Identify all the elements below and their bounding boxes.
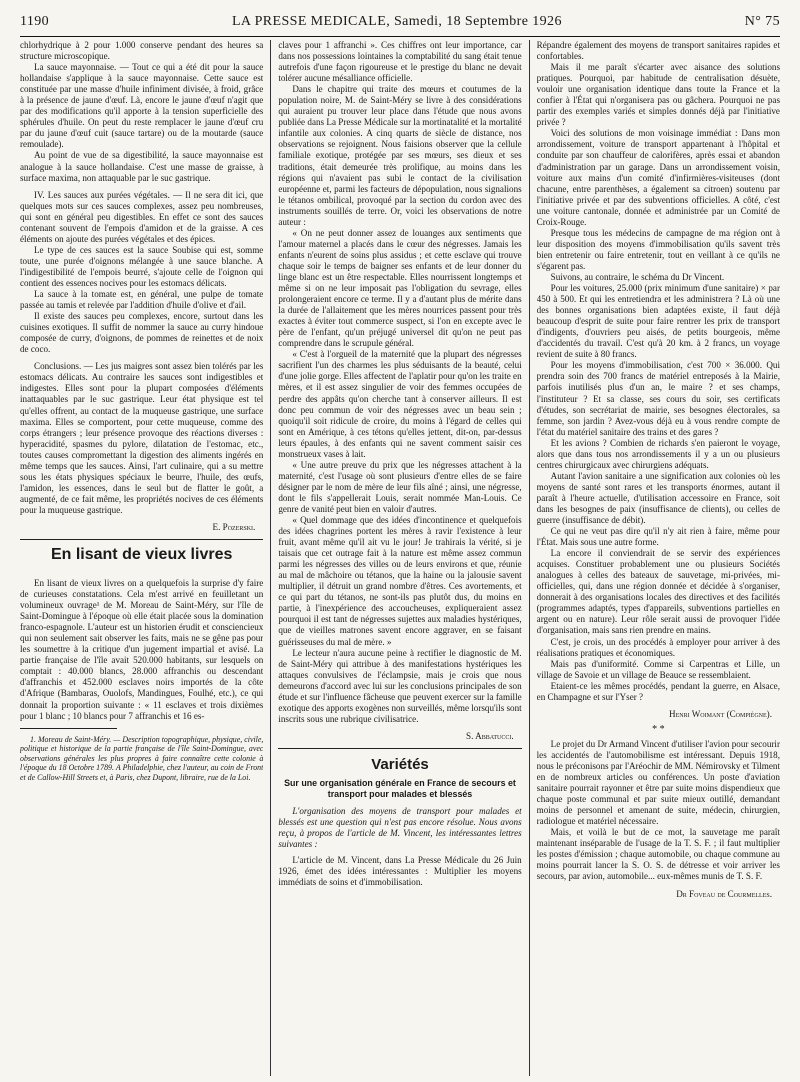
paragraph: La encore il conviendrait de se servir des expériences acquises. Constituer probablement une ou plusieurs Sociétés analogues à celles des bateaux de sauvetage, mi-privées, mi-officielles, qui, dans une région donnée et décidée à s'organiser, donnerait à des organisations locales des directives et des facilités (programmes adaptés, types d'appareils, subventions partielles en argent ou en nature). Leur rôle serait aussi de provoquer l'idée d'organisation, mais sans rien prendre en mains. bbox=[536, 548, 780, 636]
author-signature: Henri Woimant (Compiègne). bbox=[669, 708, 772, 719]
paragraph: Ce qui ne veut pas dire qu'il n'y ait rien à faire, même pour l'État. Mais sous une autre forme. bbox=[536, 526, 780, 548]
paragraph: « Quel dommage que des idées d'incontinence et quelquefois des idées chagrines portent les mères à ravir l'existence à leur fruit, avant même qu'il ait vu le jour! Je trahirais la vérité, si je taisais que cet outrage fait à la nature est même assez commun parmi les négresses des villes ou de leurs environs et que, réunie au mal de mâchoire ou tétanos, que la haine ou la jalousie savent multiplier, il détruit un grand nombre d'êtres. Ces avortements, et ce qui part du tétanos, ne sont-ils pas plutôt dus, du moins en partie, à l'inexpérience des accoucheuses, expliqueraient assez pourquoi il est tant de négresses sujettes aux maladies hystériques, que de vieilles matrones savent encore aggraver, en se faisant guérisseuses du mal de mère. » bbox=[278, 515, 522, 647]
paragraph: Le type de ces sauces est la sauce Soubise qui est, somme toute, une purée d'oignons mélangée à une sauce blanche. A l'indigestibilité de l'empois beurré, s'ajoute celle de l'oignon qui contient des essences nocives pour les estomacs délicats. bbox=[20, 244, 264, 288]
paragraph: Conclusions. — Les jus maigres sont assez bien tolérés par les estomacs délicats. Au contraire les sauces sont indigestibles et indigestes. Elles sont pour la plupart composées d'éléments inattaquables par le suc gastrique. Leur état physique est tel qu'elles offrent, au contact de la muqueuse gastrique, une surface maxima. Elles se comportent, pour cette muqueuse, comme des corps étrangers ; leur présence provoque des réactions diverses : hyperacidité, spasmes du pylore, dilatation de l'estomac, etc., toutes causes compromettant la digestion des aliments ingérés en même temps que les sauces. Ainsi, l'art culinaire, qui a su mettre sous les états physiques spéciaux le beurre, l'huile, des œufs, l'amidon, les essences, dans le seul but de flatter le goût, a augmenté, de ce fait même, les propriétés nocives de ces éléments pour la muqueuse gastrique. bbox=[20, 361, 264, 515]
paragraph: Pour les voitures, 25.000 (prix minimum d'une sanitaire) × par 450 à 500. Et qui les entretiendra et les administrera ? Là où une des bonnes organisations bien adaptées existe, il faut déjà beaucoup d'esprit de suite pour faire rentrer les prix de transport d'indigents, d'ouvriers peu aisés, de petits bourgeois, même d'accidentés du travail. C'est qu'à 20 km. à 2 francs, un voyage revient de suite à 80 francs. bbox=[536, 283, 780, 360]
paragraph: Au point de vue de sa digestibilité, la sauce mayonnaise est analogue à la sauce hollandaise. C'est une masse de graisse, à surface maxima, non attaquable par le suc gastrique. bbox=[20, 150, 264, 183]
paragraph: Mais, et voilà le but de ce mot, la sauvetage me paraît maintenant inséparable de l'usage de la T. S. F. ; il faut multiplier les postes d'émission ; chaque automobile, ou chaque commune au moins pourrait lancer la S. O. S. de détresse et voir arriver les secours, par avion, automobile... eux-mêmes munis de T. S. F. bbox=[536, 827, 780, 882]
paragraph: Etaient-ce les mêmes procédés, pendant la guerre, en Alsace, en Champagne et sur l'Yser ? bbox=[536, 680, 780, 702]
column-separator bbox=[529, 40, 530, 1076]
paragraph: chlorhydrique à 2 pour 1.000 conserve pendant des heures sa structure microscopique. bbox=[20, 40, 264, 62]
column-3 bbox=[537, 40, 780, 1076]
paragraph: Mais pas d'uniformité. Comme si Carpentras et Lille, un village de Savoie et un village de Beauce se ressemblaient. bbox=[536, 658, 780, 680]
paragraph: Pour les moyens d'immobilisation, c'est 700 × 36.000. Qui prendra soin des 700 francs de matériel entreposés à la Mairie, parfois inutilisés plus d'un an, le maire ? et ses champs, l'instituteur ? Et sa classe, ses cours du soir, ses certificats d'études, son secrétariat de mairie, ses besognes électorales, sa femme, son jardin ? Avez-vous déjà eu à vous rendre compte de l'état du matériel sanitaire des trains et des gares ? bbox=[536, 360, 780, 437]
paragraph: claves pour 1 affranchi ». Ces chiffres ont leur importance, car dans nos possessions lointaines la comptabilité du sang était tenue autrefois d'une façon rigoureuse et le prestige du blanc ne devait tolérer aucune mésalliance officielle. bbox=[278, 40, 522, 84]
paragraph: Répandre également des moyens de transport sanitaires rapides et confortables. bbox=[536, 40, 780, 62]
paragraph: La sauce mayonnaise. — Tout ce qui a été dit pour la sauce hollandaise s'applique à la sauce mayonnaise. Cette sauce est constituée par une masse d'huile infiniment divisée, à froid, grâce à la présence de jaune d'œuf. Là, encore le jaune d'œuf n'agit que par des modifications qu'il apporte à la tension superficielle des sphérules d'huile. On peut du reste remplacer le jaune d'œuf cru par du jaune d'œuf cuit (sauce tartare) ou de la moutarde (sauce remoulade). bbox=[20, 62, 264, 150]
footnote-text: 1. Moreau de Saint-Méry. — Description topographique, physique, civile, politique et historique de la partie française de l'île Saint-Domingue, avec observations générales les plus propres à faire connaître cette colonie à l'époque du 18 Octobre 1789. A Philadelphie, chez l'auteur, au coin de Front et de Callow-Hill Streets et, à Paris, chez Dupont, libraire, rue de la Loi. bbox=[20, 734, 264, 782]
paragraph: Il existe des sauces peu complexes, encore, surtout dans les cuisines exotiques. Il suffit de nommer la sauce au curry hindoue composée de curry, d'oignons, de pommes de reinettes et de noix de coco. bbox=[20, 311, 264, 355]
article-subheading: Sur une organisation générale en France de secours et transport pour malades et blessés bbox=[284, 778, 516, 799]
paragraph: Presque tous les médecins de campagne de ma région ont à leur disposition des moyens d'immobilisation qu'ils savent très bien entretenir ou faire entretenir, tout en veillant à ce qu'ils ne s'égarent pas. bbox=[536, 227, 780, 271]
column-separator bbox=[270, 40, 271, 1076]
footnote bbox=[20, 735, 263, 783]
paragraph: « C'est à l'orgueil de la maternité que la plupart des négresses sacrifient l'un des charmes les plus séduisants de la beauté, celui d'une jolie gorge. Elles affectent de l'aplatir pour qu'on les traite en mères, et il est assez singulier de voir des femmes occupées de perdre des appâts qu'on cherche tant à conserver ailleurs. Il est donc peu commun de voir des négresses avec un beau sein ; quoiqu'il soit ridicule de croire, du moins à l'égard de celles qui sont en Amérique, à ces tétons qu'elles jettent, dit-on, par-dessus leurs épaules, à des enfants qui ne savent comment saisir ces monstrueux vases à lait. bbox=[278, 349, 522, 459]
section-title: En lisant de vieux livres bbox=[50, 546, 233, 564]
column-1 bbox=[20, 40, 263, 1076]
paragraph: La sauce à la tomate est, en général, une pulpe de tomate passée au tamis et relevée par l'addition d'huile d'olive et d'ail. bbox=[20, 289, 264, 311]
paragraph: Autant l'avion sanitaire a une signification aux colonies où les moyens de santé sont rares et les transports énormes, autant il paraît à l'heure actuelle, d'utilisation accessoire en France, soit dans les besognes de paix (insuffisance de clients), ou celles de guerre (insuffisance de débit). bbox=[536, 470, 780, 526]
columns bbox=[20, 40, 780, 1076]
journal-title: LA PRESSE MEDICALE, Samedi, 18 Septembre 1926 bbox=[231, 14, 562, 29]
page-number: 1190 bbox=[20, 14, 50, 29]
paragraph: Dans le chapitre qui traite des mœurs et coutumes de la population noire, M. de Saint-Méry se livre à des considérations qui auraient pu trouver leur place dans l'étude que nous avons publiée dans La Presse Médicale sur la mortinatalité et la mortalité infantile aux colonies. A cinq quarts de siècle de distance, nos observations se rejoignent. Nous faisions observer que la cellule familiale exotique, protégée par ses mœurs, ses dieux et ses traditions, était demeurée très prolifique, au moins dans les régions qui n'avaient pas subi le contact de la civilisation européenne et, parmi les facteurs de dépopulation, nous signalions le tétanos ombilical, provoqué par la section du cordon avec des instruments souillés de terre. Or, voici les observations de notre auteur : bbox=[278, 84, 522, 227]
column-2 bbox=[278, 40, 521, 1076]
author-signature: Dr Foveau de Courmelles. bbox=[676, 888, 772, 899]
paragraph: Et les avions ? Combien de richards s'en paieront le voyage, alors que dans tous nos arrondissements il y a un ou plusieurs centres chirurgicaux avec chirurgiens adéquats. bbox=[536, 437, 780, 470]
section-title: Variétés bbox=[371, 755, 429, 773]
paragraph: En lisant de vieux livres on a quelquefois la surprise d'y faire de curieuses constatations. Cela m'est arrivé en feuilletant un volumineux ouvrage¹ de M. Moreau de Saint-Méry, sur l'île de Saint-Domingue à l'époque où elle était placée sous la domination franco-espagnole. L'auteur est un historien érudit et consciencieux qui non seulement sait observer les faits, mais ne se gêne pas pour les soumettre à la critique d'un jugement impartial et avisé. La partie française de l'île avait 520.000 habitants, sur lesquels on comptait : 40.000 blancs, 28.000 affranchis ou descendant d'affranchis et 452.000 esclaves noirs importés de la côte d'Afrique (Bambaras, Ouolofs, Mandingues, Foulhé, etc.), ce qui donnait la proportion suivante : « 11 esclaves et trois dixièmes pour 1 blanc ; 10 blancs pour 7 affranchis et 16 es- bbox=[20, 578, 264, 721]
author-signature: S. Abbatucci. bbox=[466, 730, 514, 741]
paragraph: « Une autre preuve du prix que les négresses attachent à la maternité, c'est l'usage où sont plusieurs d'entre elles de se faire désigner par le nom de mère de leur fils aîné ; ainsi, une négresse, dont le fils s'appellerait Louis, serait nommée Man-Louis. Ce genre de vanité peut bien en valoir d'autres. bbox=[278, 459, 522, 514]
paragraph: Voici des solutions de mon voisinage immédiat : Dans mon arrondissement, voiture de transport appartenant à l'hôpital et conduite par son chauffeur de calorifères, après essai et abandon d'administration par un garage. Dans un arrondissement voisin, voiture aux mains d'un comité d'infirmières-visiteuses (dont chacune, entre parenthèses, a également sa citroen) soutenu par l'initiative privée et par des subventions officielles. A côté, c'est une voiture cantonale, donnée et administrée par un Comité de Croix-Rouge. bbox=[536, 128, 780, 227]
section-stars: * * bbox=[652, 723, 665, 735]
paragraph: Le projet du Dr Armand Vincent d'utiliser l'avion pour secourir les accidentés de l'automobilisme est intéressant. Depuis 1918, nous le préconisons par l'Aréochir de MM. Némirovsky et Tilment en de nombreux articles ou conférences. Un poste d'aviation sanitaire pourrait rayonner et être par suite moins dispendieux que chaque poste communal et par suite mieux outillé, demandant moins de personnel et amenant de suite, médecin, chirurgien, radiologue et matériel nécessaire. bbox=[536, 738, 780, 827]
paragraph: Mais il me paraît s'écarter avec aisance des solutions pratiques. Pourquoi, par habitude de centralisation désuète, vouloir une organisation identique dans toute la France et la confier à l'État qui n'organisera pas ou gâchera. Pourquoi ne pas partir des exemples variés et simples donnés déjà par l'initiative privée ? bbox=[536, 62, 780, 128]
paragraph: IV. Les sauces aux purées végétales. — Il ne sera dit ici, que quelques mots sur ces sauces complexes, assez peu nombreuses, qui sont en général peu digestibles. En effet ce sont des sauces contenant souvent de l'empois d'amidon et de la graisse. A ces éléments on ajoute des purées végétales et des épices. bbox=[20, 189, 264, 244]
issue-number: N° 75 bbox=[744, 14, 780, 29]
divider bbox=[278, 748, 521, 749]
footnote-divider bbox=[20, 728, 117, 729]
author-signature: E. Pozerski. bbox=[212, 521, 256, 532]
paragraph: Le lecteur n'aura aucune peine à rectifier le diagnostic de M. de Saint-Méry qui attribue à des manifestations hystériques les attaques convulsives de l'éclampsie, mais je crois que nous demeurons d'accord avec lui sur les conclusions principales de son étude et sur l'influence fâcheuse que peuvent exercer sur la famille exotique des apports exogènes non surveillés, même lorsqu'ils sont inscrits sous une rubrique civilisatrice. bbox=[278, 647, 522, 724]
page-header bbox=[20, 14, 780, 37]
paragraph: « On ne peut donner assez de louanges aux sentiments que l'amour maternel a placés dans le cœur des négresses. Jamais les enfants n'eurent de soins plus assidus ; et cette esclave qui trouve chaque soir le temps de baigner ses enfants et de leur donner du linge blanc est un être respectable. Elles nourrissent longtemps et même si on ne leur imposait pas l'obligation du sevrage, elles prolongeraient encore ce terme. Il y a d'autant plus de mérite dans la durée de l'allaitement que les mères nourrices passent pour très exactes à éviter tout commerce suspect, si l'on en excepte avec le père de l'enfant, qu'un préjugé universel dit qu'on ne peut pas comprendre dans le scrupule général. bbox=[278, 227, 522, 349]
divider bbox=[20, 539, 263, 540]
editor-intro: L'organisation des moyens de transport pour malades et blessés est une question qui n'est pas encore résolue. Nous avons reçu, à propos de l'article de M. Vincent, les intéressantes lettres suivantes : bbox=[278, 806, 522, 850]
paragraph: L'article de M. Vincent, dans La Presse Médicale du 26 Juin 1926, émet des idées intéressantes : Multiplier les moyens immédiats de soins et d'immobilisation. bbox=[278, 855, 522, 888]
paragraph: C'est, je crois, un des procédés à employer pour arriver à des réalisations pratiques et économiques. bbox=[536, 636, 780, 658]
paragraph: Suivons, au contraire, le schéma du Dr Vincent. bbox=[550, 271, 725, 282]
